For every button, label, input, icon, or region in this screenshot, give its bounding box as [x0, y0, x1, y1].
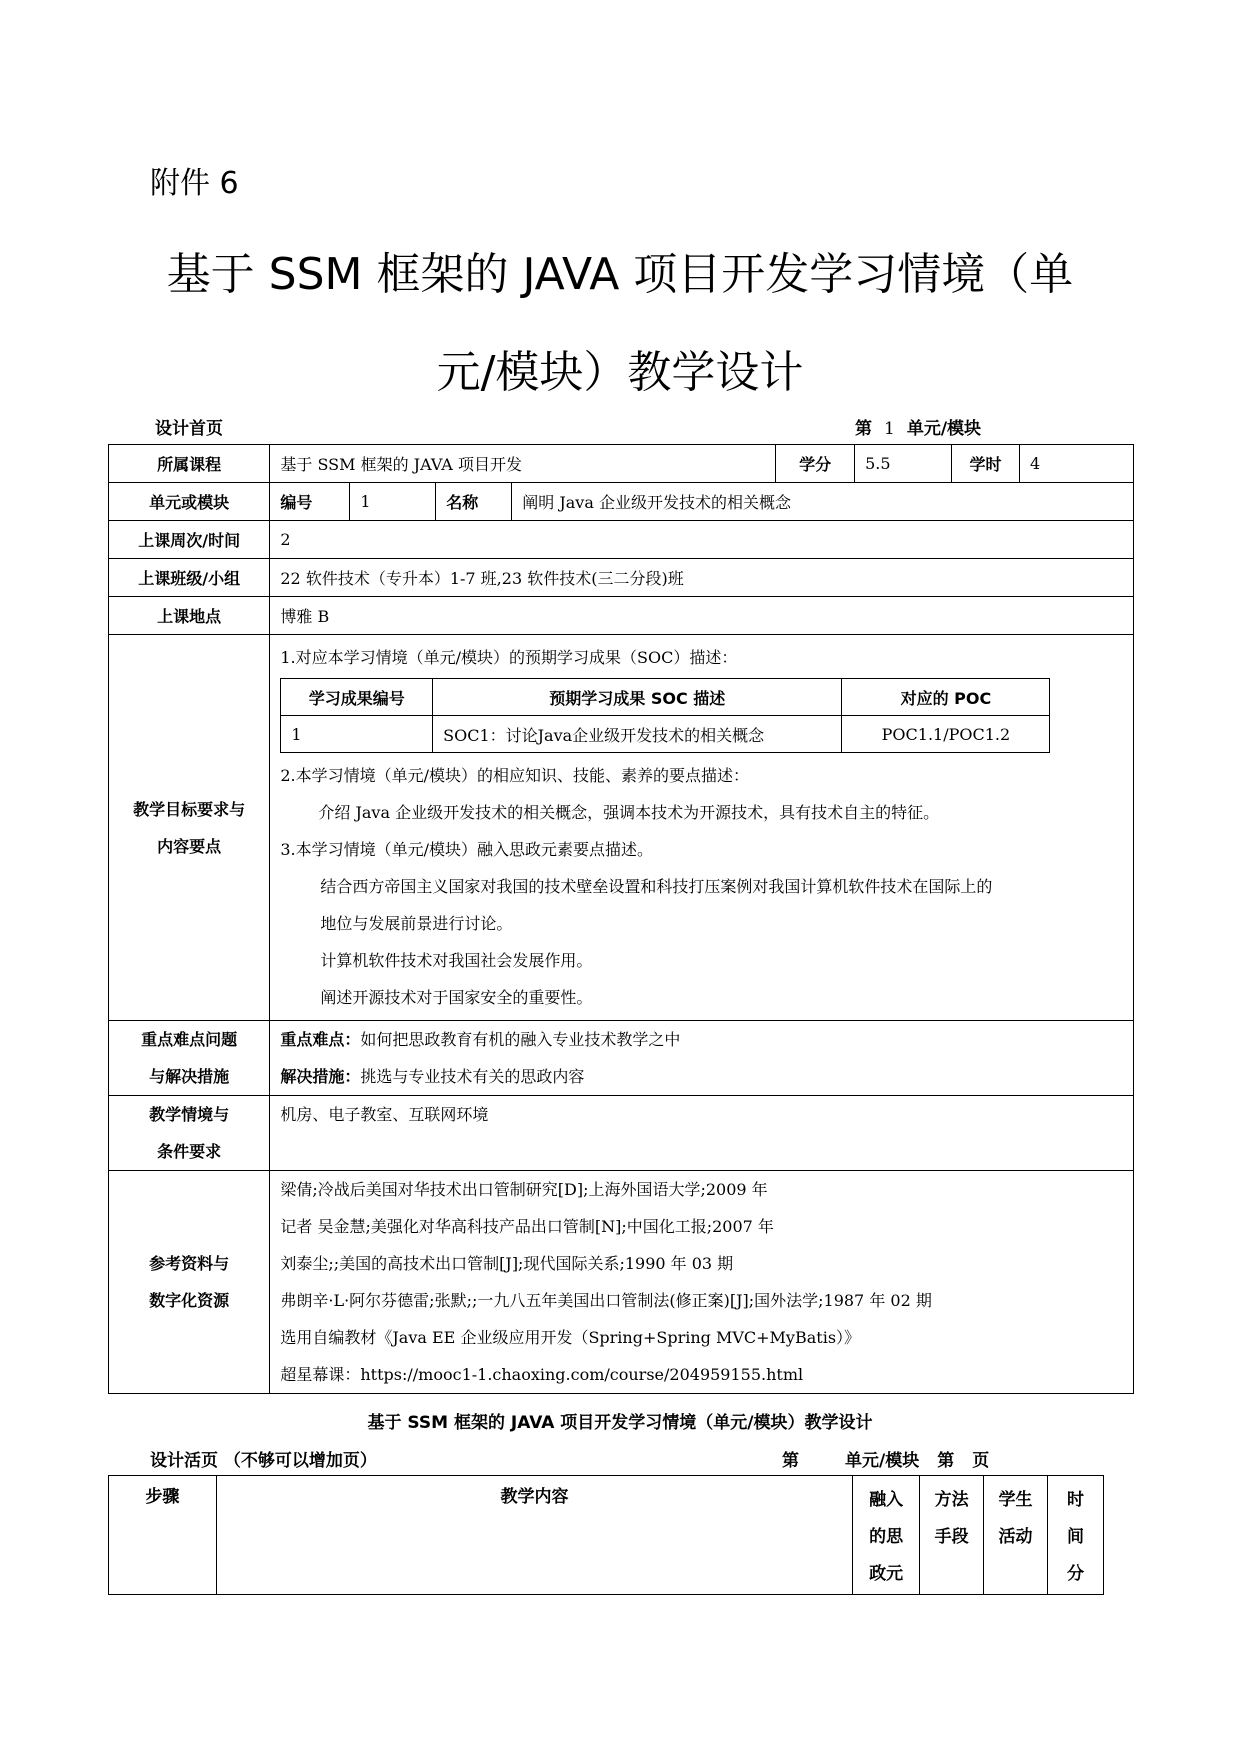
- objectives-item1: 1.对应本学习情境（单元/模块）的预期学习成果（SOC）描述：: [280, 648, 738, 667]
- header-text: 学生: [998, 1490, 1033, 1510]
- unit-number: 1: [884, 419, 895, 439]
- activity-page-title: 基于 SSM 框架的 JAVA 项目开发学习情境（单元/模块）教学设计: [367, 1413, 873, 1433]
- soc-header-id: 学习成果编号: [281, 679, 433, 716]
- hours-value: 4: [1019, 445, 1133, 483]
- conditions-label-line1: 教学情境与: [149, 1105, 230, 1124]
- design-activity-table: [108, 1475, 1104, 1595]
- soc-row-description: SOC1：讨论Java企业级开发技术的相关概念: [433, 716, 842, 753]
- soc-header-row: [281, 679, 1050, 716]
- unit-label: 单元或模块: [109, 483, 270, 521]
- unit-row: [109, 483, 1134, 521]
- objectives-item3: 3.本学习情境（单元/模块）融入思政元素要点描述。: [280, 840, 654, 859]
- location-value: 博雅 B: [270, 597, 1134, 635]
- design-first-page-table: [108, 444, 1134, 1394]
- soc-row-id: 1: [281, 716, 433, 753]
- soc-header-description: 预期学习成果 SOC 描述: [433, 679, 842, 716]
- first-page-label: 设计首页: [155, 419, 223, 439]
- header-text: 的思: [869, 1527, 904, 1547]
- header-text: 间: [1066, 1527, 1084, 1547]
- reference-item[interactable]: 超星幕课：https://mooc1-1.chaoxing.com/course/204959155.html: [280, 1365, 804, 1384]
- soc-row: [281, 716, 1050, 753]
- soc-table: [280, 678, 1050, 753]
- activity-page-indicator: [782, 1446, 1007, 1471]
- key-points-content: [270, 1021, 1134, 1096]
- activity-page-prefix: 第: [937, 1451, 955, 1471]
- activity-unit-suffix: 单元/模块: [845, 1451, 920, 1471]
- references-label-line1: 参考资料与: [149, 1254, 230, 1273]
- unit-name-value: 阐明 Java 企业级开发技术的相关概念: [512, 483, 1134, 521]
- unit-indicator: [855, 414, 981, 439]
- header-text: 手段: [934, 1527, 969, 1547]
- activity-header-time: [1047, 1476, 1103, 1595]
- credit-value: 5.5: [855, 445, 952, 483]
- location-label: 上课地点: [109, 597, 270, 635]
- objectives-label-line2: 内容要点: [157, 836, 222, 856]
- objectives-item3-line: 地位与发展前景进行讨论。: [320, 914, 513, 933]
- key-points-label-line2: 与解决措施: [149, 1067, 230, 1086]
- week-row: [109, 521, 1134, 559]
- course-label: 所属课程: [109, 445, 270, 483]
- unit-suffix: 单元/模块: [906, 419, 982, 439]
- header-text: 政元: [869, 1564, 904, 1584]
- key-points-label: [109, 1021, 270, 1096]
- objectives-item2-text: 介绍 Java 企业级开发技术的相关概念，强调本技术为开源技术，具有技术自主的特征。: [318, 803, 940, 822]
- objectives-label: [109, 635, 270, 1021]
- key-points-row: [109, 1021, 1134, 1096]
- activity-page-label: 设计活页 （不够可以增加页）: [150, 1451, 377, 1471]
- measure-value: 挑选与专业技术有关的思政内容: [360, 1067, 585, 1086]
- header-text: 活动: [998, 1527, 1033, 1547]
- objectives-item2: 2.本学习情境（单元/模块）的相应知识、技能、素养的要点描述：: [280, 766, 750, 785]
- class-value: 22 软件技术（专升本）1-7 班,23 软件技术(三二分段)班: [270, 559, 1134, 597]
- class-label: 上课班级/小组: [109, 559, 270, 597]
- activity-unit-prefix: 第: [782, 1451, 799, 1471]
- week-label: 上课周次/时间: [109, 521, 270, 559]
- soc-header-poc: 对应的 POC: [842, 679, 1050, 716]
- references-row: [109, 1171, 1134, 1394]
- difficulty-value: 如何把思政教育有机的融入专业技术教学之中: [360, 1030, 681, 1049]
- header-text: 时: [1066, 1490, 1084, 1510]
- activity-header-row: [109, 1476, 1104, 1595]
- header-text: 融入: [869, 1490, 904, 1510]
- attachment-label: 附件 6: [150, 166, 239, 201]
- course-row: [109, 445, 1134, 483]
- measure-label: 解决措施：: [280, 1067, 361, 1086]
- activity-header-ideology: [853, 1476, 920, 1595]
- activity-header-content: 教学内容: [216, 1476, 852, 1595]
- objectives-item3-line: 计算机软件技术对我国社会发展作用。: [320, 951, 593, 970]
- objectives-content: [270, 635, 1134, 1021]
- conditions-value: 机房、电子教室、互联网环境: [280, 1105, 489, 1124]
- credit-label: 学分: [776, 445, 855, 483]
- week-value: 2: [270, 521, 1134, 559]
- reference-item: 梁倩;冷战后美国对华技术出口管制研究[D];上海外国语大学;2009 年: [280, 1180, 768, 1199]
- references-label: [109, 1171, 270, 1394]
- activity-header-step: 步骤: [109, 1476, 217, 1595]
- reference-item: 弗朗辛·L·阿尔芬德雷;张默;;一九八五年美国出口管制法(修正案)[J];国外法学;1987 年 02 期: [280, 1291, 932, 1310]
- conditions-row: [109, 1096, 1134, 1171]
- references-content: [270, 1171, 1134, 1394]
- difficulty-label: 重点难点：: [280, 1030, 361, 1049]
- soc-row-poc: POC1.1/POC1.2: [842, 716, 1050, 753]
- objectives-item3-line: 阐述开源技术对于国家安全的重要性。: [320, 988, 593, 1007]
- objectives-item3-line: 结合西方帝国主义国家对我国的技术壁垒设置和科技打压案例对我国计算机软件技术在国际上的: [320, 877, 993, 896]
- objectives-label-line1: 教学目标要求与: [133, 799, 246, 819]
- unit-name-label: 名称: [436, 483, 512, 521]
- objectives-row: [109, 635, 1134, 1021]
- course-value: 基于 SSM 框架的 JAVA 项目开发: [270, 445, 776, 483]
- reference-item: 选用自编教材《Java EE 企业级应用开发（Spring+Spring MVC+MyBatis）》: [280, 1328, 861, 1347]
- document-title-line2: 元/模块）教学设计: [436, 347, 804, 398]
- header-text: 方法: [934, 1490, 969, 1510]
- unit-prefix: 第: [855, 419, 872, 439]
- unit-number-label: 编号: [270, 483, 350, 521]
- conditions-label: [109, 1096, 270, 1171]
- hours-label: 学时: [952, 445, 1020, 483]
- activity-header-student: [984, 1476, 1048, 1595]
- document-title-line1: 基于 SSM 框架的 JAVA 项目开发学习情境（单: [166, 249, 1074, 300]
- unit-number-value: 1: [350, 483, 436, 521]
- reference-item: 刘泰尘;;美国的高技术出口管制[J];现代国际关系;1990 年 03 期: [280, 1254, 734, 1273]
- references-label-line2: 数字化资源: [149, 1291, 230, 1310]
- conditions-content: [270, 1096, 1134, 1171]
- conditions-label-line2: 条件要求: [157, 1142, 222, 1161]
- reference-item: 记者 吴金慧;美强化对华高科技产品出口管制[N];中国化工报;2007 年: [280, 1217, 774, 1236]
- activity-header-method: [920, 1476, 984, 1595]
- header-text: 分: [1066, 1564, 1084, 1584]
- activity-page-suffix: 页: [972, 1451, 990, 1471]
- key-points-label-line1: 重点难点问题: [141, 1030, 238, 1049]
- location-row: [109, 597, 1134, 635]
- class-row: [109, 559, 1134, 597]
